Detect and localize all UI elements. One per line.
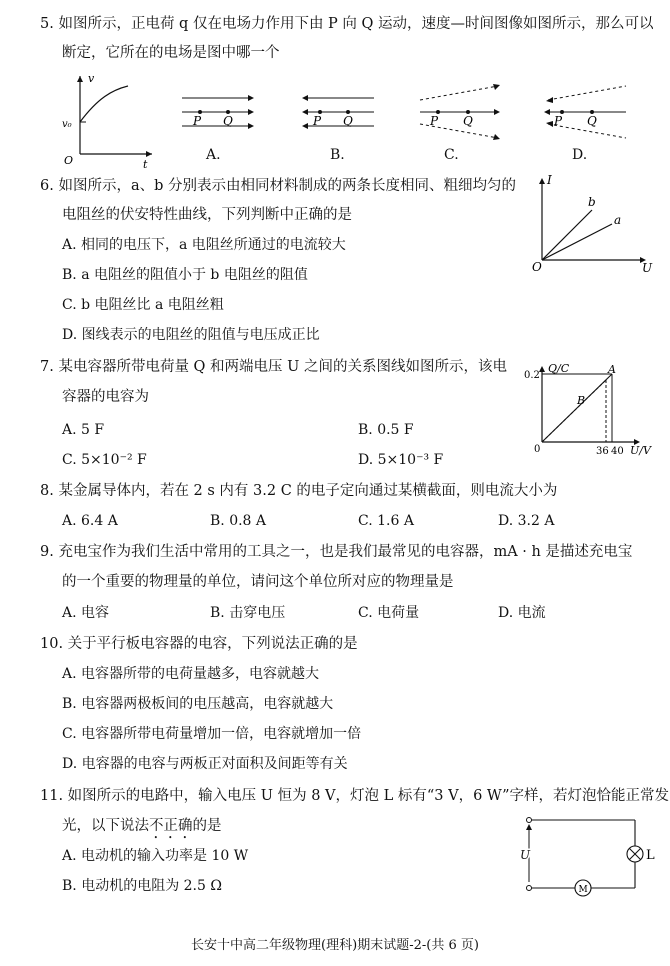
q11-stem-emphasis: 不正确 bbox=[149, 818, 193, 834]
q6-stem-line1: 6. 如图所示，a、b 分别表示由相同材料制成的两条长度相同、粗细均匀的 bbox=[40, 178, 516, 194]
q6-graph-i: I bbox=[547, 173, 552, 187]
q11-stem-line2 bbox=[62, 816, 222, 842]
q7-option-c: C. 5×10⁻² F bbox=[62, 452, 147, 468]
q5-b-point-p: P bbox=[313, 114, 322, 128]
q7-option-b: B. 0.5 F bbox=[358, 422, 414, 438]
q9-option-a: A. 电容 bbox=[62, 605, 110, 621]
q7-graph-xlabel: U/V bbox=[630, 444, 651, 457]
q5-a-point-q: Q bbox=[223, 114, 233, 128]
q9-stem-line1: 9. 充电宝作为我们生活中常用的工具之一，也是我们最常见的电容器，mA · h 是描述充电宝 bbox=[40, 544, 633, 560]
q8-stem-line1: 8. 某金属导体内，若在 2 s 内有 3.2 C 的电子定向通过某横截面，则电流大小为 bbox=[40, 483, 558, 499]
q5-option-d: D. bbox=[572, 147, 588, 163]
q8-option-d: D. 3.2 A bbox=[498, 513, 555, 529]
page-footer: 长安十中高二年级物理(理科)期末试题-2-(共 6 页) bbox=[191, 938, 479, 953]
q7-graph-x36: 36 bbox=[596, 446, 609, 457]
q7-option-d: D. 5×10⁻³ F bbox=[358, 452, 444, 468]
q6-option-a: A. 相同的电压下，a 电阻丝所通过的电流较大 bbox=[62, 237, 346, 253]
q7-stem-line2: 容器的电容为 bbox=[62, 389, 149, 405]
q6-option-d: D. 图线表示的电阻丝的阻值与电压成正比 bbox=[62, 327, 320, 343]
q6-graph-a: a bbox=[614, 213, 622, 227]
q5-a-point-p: P bbox=[193, 114, 202, 128]
q5-option-a: A. bbox=[206, 147, 221, 163]
q7-qu-graph bbox=[524, 362, 659, 457]
q8-option-a: A. 6.4 A bbox=[62, 513, 118, 529]
q5-field-a bbox=[178, 92, 258, 132]
q11-lamp-label: L bbox=[646, 848, 655, 863]
q10-stem-line1: 10. 关于平行板电容器的电容，下列说法正确的是 bbox=[40, 636, 358, 652]
q11-circuit bbox=[515, 812, 660, 902]
q5-field-c bbox=[418, 80, 508, 140]
q5-stem-line1: 5. 如图所示，正电荷 q 仅在电场力作用下由 P 向 Q 运动，速度—时间图像如图所示，那么可以 bbox=[40, 16, 654, 32]
q9-stem-line2: 的一个重要的物理量的单位，请问这个单位所对应的物理量是 bbox=[62, 574, 454, 590]
q5-graph-v0: v₀ bbox=[62, 119, 72, 130]
q5-graph-origin: O bbox=[64, 154, 74, 167]
q9-option-c: C. 电荷量 bbox=[358, 605, 420, 621]
q11-option-b: B. 电动机的电阻为 2.5 Ω bbox=[62, 878, 222, 894]
q6-graph-origin: O bbox=[532, 260, 542, 274]
q10-option-d: D. 电容器的电容与两板正对面积及间距等有关 bbox=[62, 756, 348, 772]
q7-stem-line1: 7. 某电容器所带电荷量 Q 和两端电压 U 之间的关系图线如图所示，该电 bbox=[40, 359, 507, 375]
q8-option-c: C. 1.6 A bbox=[358, 513, 414, 529]
q10-option-c: C. 电容器所带电荷量增加一倍，电容就增加一倍 bbox=[62, 726, 362, 742]
q6-option-b: B. a 电阻丝的阻值小于 b 电阻丝的阻值 bbox=[62, 267, 308, 283]
q5-c-point-q: Q bbox=[463, 114, 473, 128]
q11-voltage-label: U bbox=[520, 848, 531, 862]
q6-option-c: C. b 电阻丝比 a 电阻丝粗 bbox=[62, 297, 224, 313]
q5-stem-line2: 断定，它所在的电场是图中哪一个 bbox=[62, 45, 280, 61]
q5-option-b: B. bbox=[330, 147, 345, 163]
q5-option-c: C. bbox=[444, 147, 459, 163]
q10-option-a: A. 电容器所带的电荷量越多，电容就越大 bbox=[62, 666, 320, 682]
q9-option-b: B. 击穿电压 bbox=[210, 605, 286, 621]
q5-graph-v: v bbox=[88, 72, 95, 85]
q7-graph-zero: 0 bbox=[534, 444, 541, 455]
q11-option-a: A. 电动机的输入功率是 10 W bbox=[62, 848, 249, 864]
q7-graph-point-a: A bbox=[608, 363, 616, 376]
q5-graph-t: t bbox=[143, 158, 148, 171]
q8-option-b: B. 0.8 A bbox=[210, 513, 267, 529]
q6-graph-b: b bbox=[588, 195, 596, 209]
q9-option-d: D. 电流 bbox=[498, 605, 546, 621]
q6-stem-line2: 电阻丝的伏安特性曲线，下列判断中正确的是 bbox=[62, 207, 352, 223]
q11-motor-label: M bbox=[578, 885, 588, 895]
q5-d-point-p: P bbox=[554, 114, 563, 128]
q11-stem-line1: 11. 如图所示的电路中，输入电压 U 恒为 8 V，灯泡 L 标有“3 V，6 W”字样，若灯泡恰能正常发 bbox=[40, 788, 670, 804]
q11-stem-pre: 光，以下说法 bbox=[62, 818, 149, 834]
q5-field-d bbox=[540, 80, 630, 140]
q11-stem-post: 的是 bbox=[192, 818, 222, 834]
q5-c-point-p: P bbox=[430, 114, 439, 128]
q5-vt-graph bbox=[60, 72, 160, 171]
q5-b-point-q: Q bbox=[343, 114, 353, 128]
q7-graph-ylabel: Q/C bbox=[548, 362, 570, 375]
q7-graph-point-b: B bbox=[577, 394, 586, 407]
q5-field-b bbox=[298, 92, 378, 132]
q10-option-b: B. 电容器两极板间的电压越高，电容就越大 bbox=[62, 696, 334, 712]
q7-option-a: A. 5 F bbox=[62, 422, 105, 438]
q6-iv-graph bbox=[530, 172, 655, 275]
q5-d-point-q: Q bbox=[587, 114, 597, 128]
q6-graph-u: U bbox=[642, 261, 653, 275]
q7-graph-y02: 0.2 bbox=[524, 370, 540, 381]
q7-graph-x40: 40 bbox=[611, 446, 624, 457]
